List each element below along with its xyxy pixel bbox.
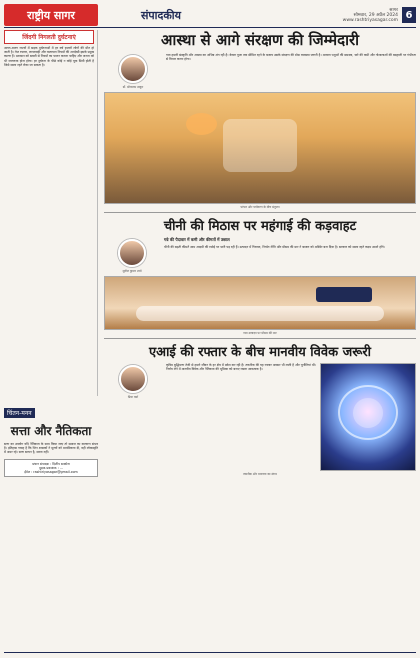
- sugar-image: [104, 276, 416, 330]
- article-2-caption: गन्ना उत्पादन पर मौसम की मार: [243, 331, 277, 335]
- date: सोमवार, 29 अप्रैल 2024: [353, 12, 398, 18]
- left-column: [4, 30, 98, 396]
- meta-line: प्रधान संपादक : दिलीप सक्सेना: [32, 461, 70, 466]
- masthead-right: [343, 7, 416, 23]
- article-3-title: एआई की रफ्तार के बीच मानवीय विवेक जरूरी: [148, 345, 372, 360]
- article-2-body: चीनी की बढ़ती कीमतें आम आदमी की रसोई पर भारी पड़ रही हैं। उत्पादन में गिरावट, निर्यात नीति और मौसम की मार ने बाजार को अस्थिर बना दिया है। सरकार को समय रहते कदम उठाने होंगे।: [164, 245, 385, 249]
- author-portrait: [118, 239, 146, 267]
- page-number: 6: [402, 7, 416, 23]
- left-heading: जिंदगी निगलती दुर्घटनाएं: [4, 30, 94, 44]
- publication-meta: [4, 459, 98, 478]
- masthead-rule: [4, 27, 416, 28]
- article-1-body: गाय हमारी संस्कृति और आस्था का अभिन्न अंग रही है। केवल पूजा तक सीमित रहने के बजाय उसके संरक्षण की ठोस व्यवस्था जरूरी है। आवारा पशुओं की समस्या, चारे की कमी और गोशालाओं की बदहाली पर गंभीरता से विचार करना होगा।: [166, 53, 416, 62]
- cow-image: [104, 92, 416, 204]
- section-title: संपादकीय: [140, 8, 182, 22]
- author-portrait: [119, 365, 147, 393]
- left-body: अलग-अलग राज्यों में सड़क दुर्घटनाओं में हर वर्ष हजारों लोगों की मौत हो जाती है। तेज रफ्तार, लापरवाही और यातायात नियमों की अनदेखी इसके प्रमुख कारण हैं। प्रशासन को सख्ती से नियमों का पालन कराना चाहिए और जनता को भी जागरूक होना होगा। हर दुर्घटना के पीछे कोई न कोई चूक छिपी होती है जिसे समय रहते रोका जा सकता है।: [4, 46, 94, 67]
- meta-line: ईमेल : rashtriyasagar@gmail.com: [24, 470, 78, 475]
- article-1-title: आस्था से आगे संरक्षण की जिम्मेदारी: [161, 31, 359, 49]
- bottom-left-block: [4, 400, 98, 477]
- divider: [104, 338, 416, 339]
- masthead: [4, 4, 416, 26]
- brain-core: [353, 398, 383, 428]
- article-2-subheading: गन्ने की पैदावार में कमी और कीमतों में उछाल: [164, 237, 230, 242]
- price-graphic: [316, 287, 372, 302]
- author-caption: प्रिया वर्मा: [127, 395, 139, 399]
- bottom-left-section: चिंतन-मनन: [4, 408, 35, 418]
- footer-rule: [4, 652, 416, 653]
- cow-shape: [223, 119, 297, 172]
- article-1-caption: परंपरा और पर्यावरण के बीच संतुलन: [240, 205, 280, 209]
- author-portrait: [119, 55, 147, 83]
- website: www.rashtriyasagar.com: [342, 17, 398, 23]
- author-caption: सुनील कुमार शर्मा: [122, 269, 142, 273]
- sunlight: [186, 113, 217, 135]
- sugar-pile: [136, 306, 384, 322]
- newspaper-title: राष्ट्रीय सागर: [4, 4, 98, 26]
- meta-line: मुद्रक-प्रकाशक : ...: [39, 465, 63, 470]
- main-articles: [104, 30, 416, 476]
- masthead-meta: [343, 8, 398, 23]
- author-caption: डॉ. सीताराम ठाकुर: [122, 85, 144, 89]
- article-3-body: कृत्रिम बुद्धिमत्ता तेजी से हमारे जीवन के हर क्षेत्र में प्रवेश कर रही है। तकनीक की यह रफ्तार अवसर भी लाती है और चुनौतियां भी। निर्णय लेने में मानवीय विवेक और नैतिकता की भूमिका को बनाए रखना आवश्यक है।: [166, 363, 316, 372]
- bottom-left-title: सत्ता और नैतिकता: [10, 424, 92, 438]
- bottom-left-body: सत्ता का उपयोग यदि नैतिकता के साथ किया जाए तो समाज का कल्याण संभव है। इतिहास गवाह है कि जिन शासकों ने मूल्यों को प्राथमिकता दी, वही लोकस्मृति में अमर रहे। सत्ता साधन है, साध्य नहीं।: [4, 442, 98, 455]
- city: सागर: [389, 7, 398, 13]
- article-3-caption: तकनीक और मानवता का संगम: [243, 472, 277, 476]
- divider: [104, 212, 416, 213]
- brain-ai-image: [320, 363, 416, 471]
- article-2-title: चीनी की मिठास पर महंगाई की कड़वाहट: [163, 219, 357, 234]
